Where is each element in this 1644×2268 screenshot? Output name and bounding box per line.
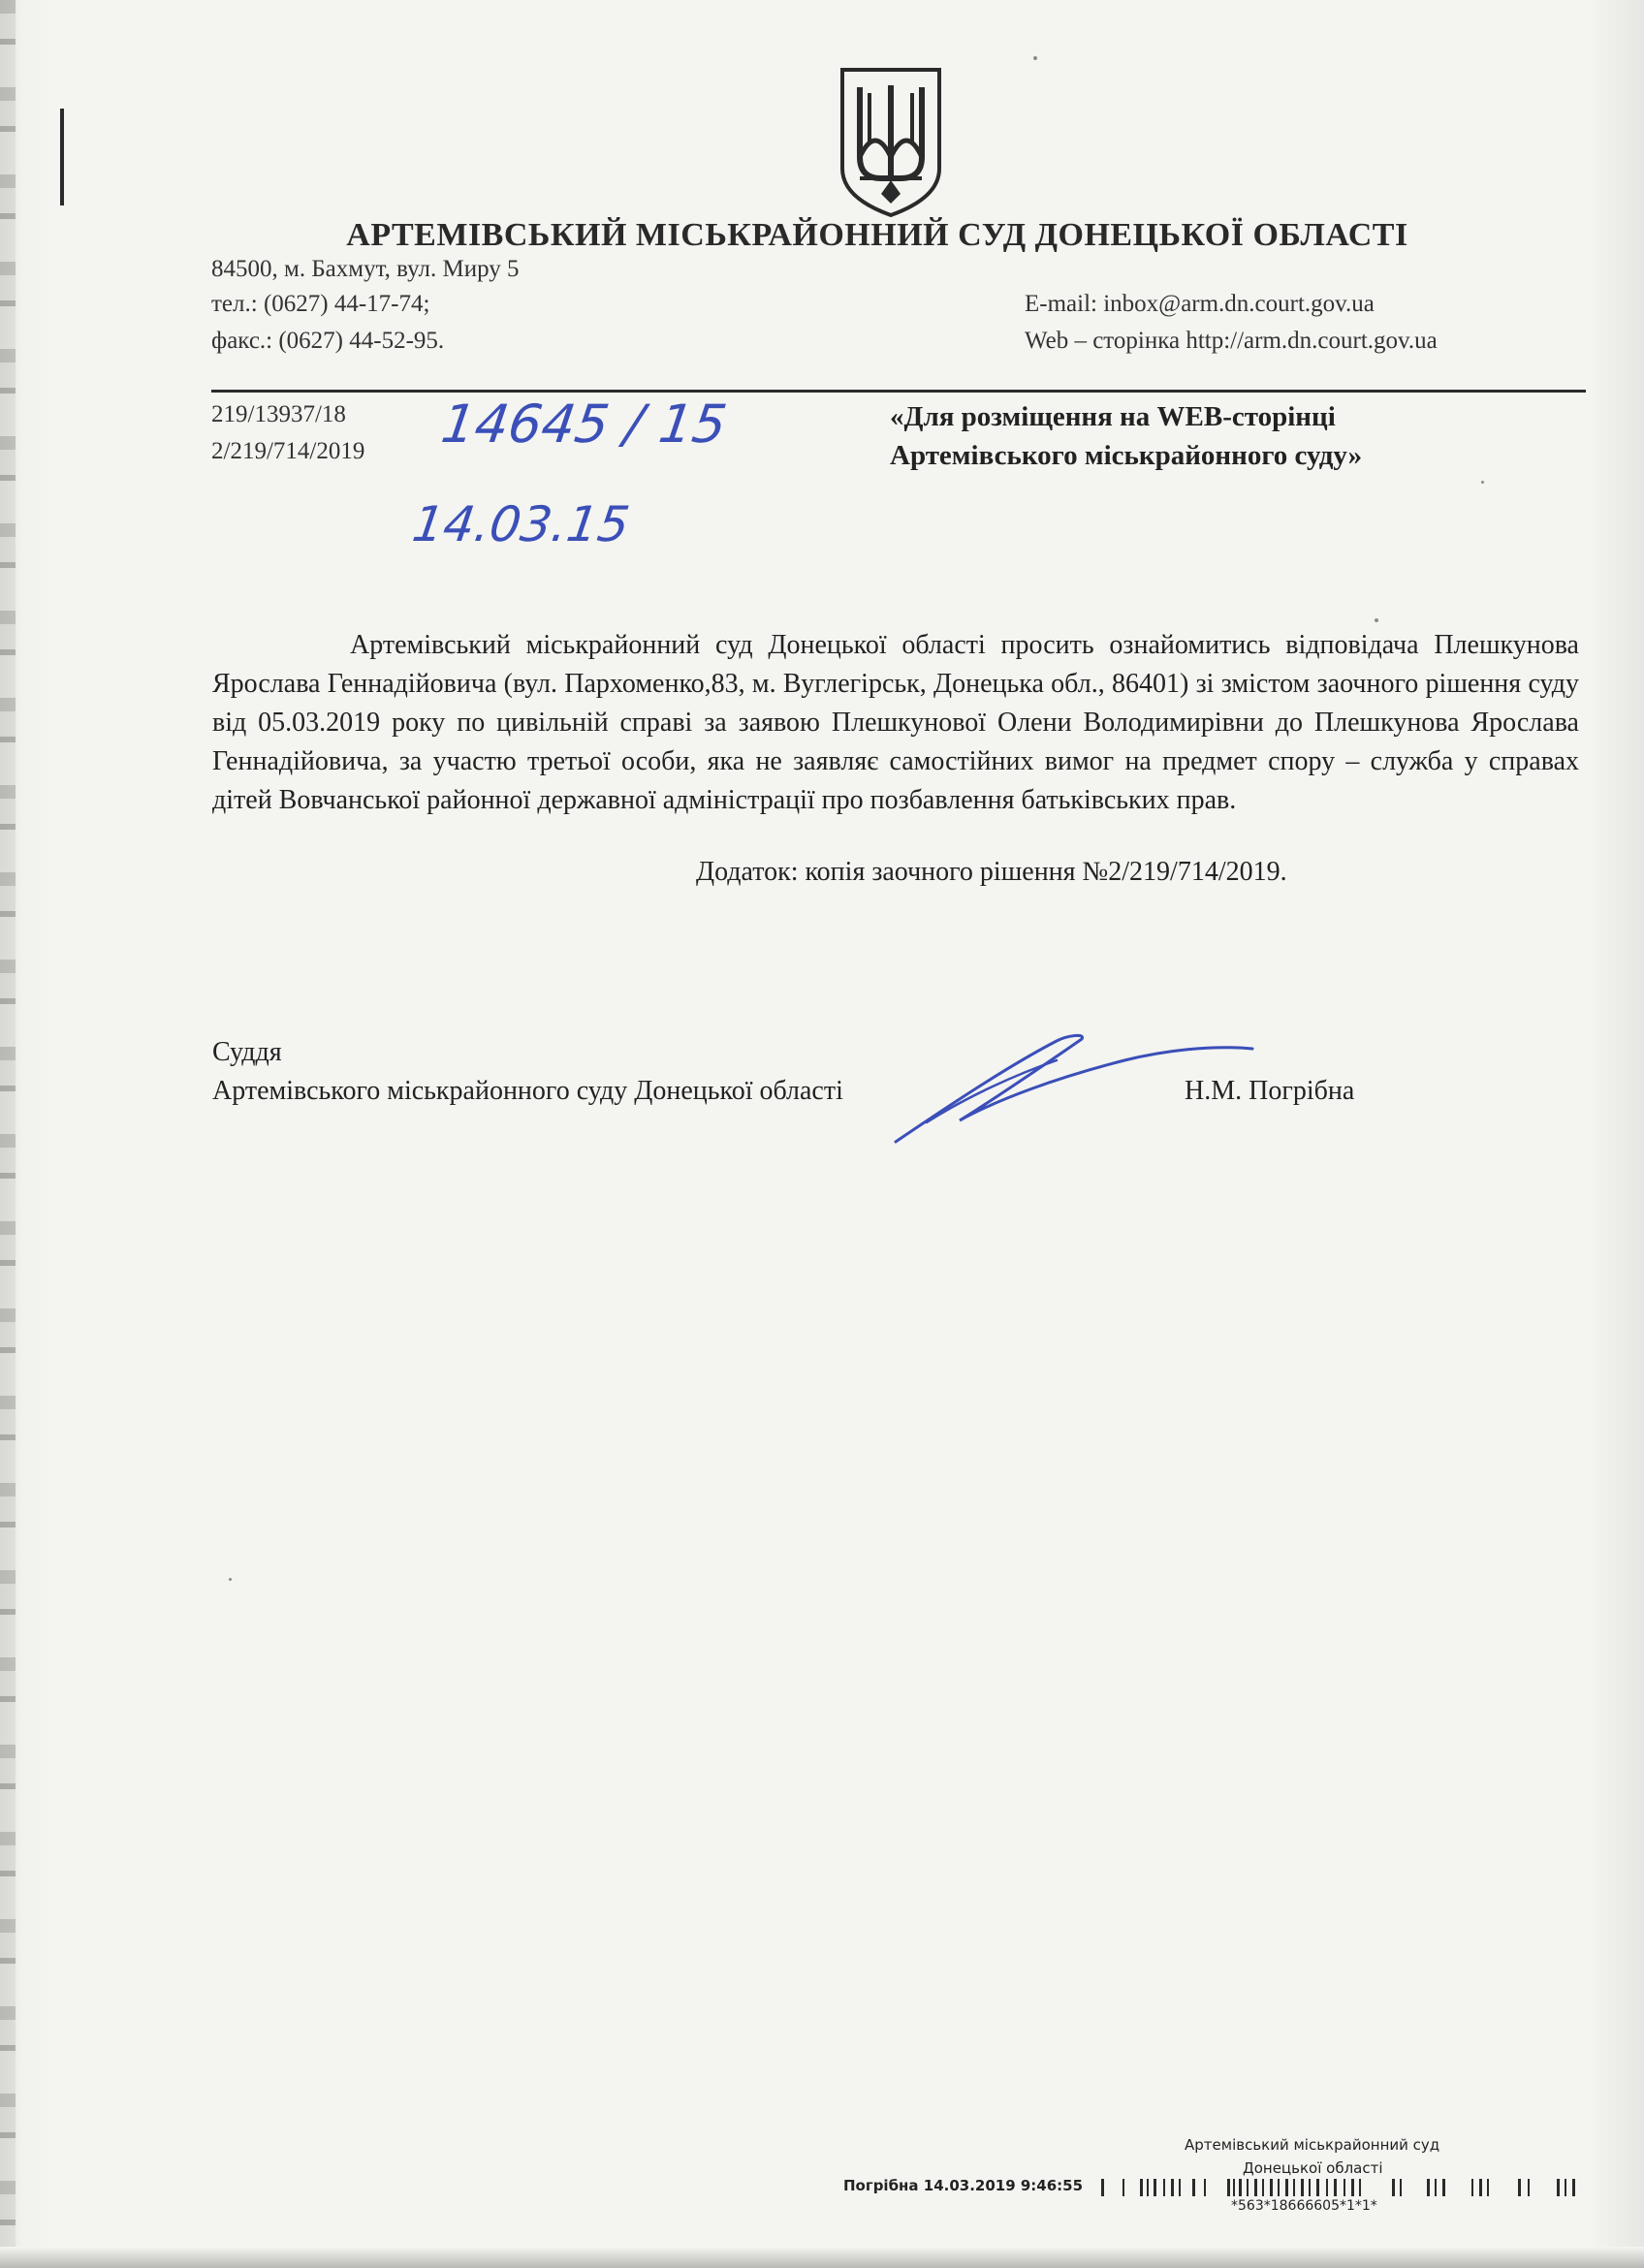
body-paragraph-text: Артемівський міськрайонний суд Донецької області просить ознайомитись відповідача Плешкунова Ярослава Геннадійовича (вул. Пархоменко,83, м. Вуглегірськ, Донецька обл., 86401) зі змістом заочного рішення суду від 05.03.2019 року по цивільній справі за заявою Плешкунової Олени Володимирівни до Плешкунова Ярослава Геннадійовича, за участю третьої особи, яка не заявляє самостійних вимог на предмет спору – служба у справах дітей Вовчанської районної державної адміністрації про позбавлення батьківських прав.	[212, 630, 1579, 815]
header-divider	[211, 390, 1586, 393]
judge-name: Н.М. Погрібна	[1185, 1076, 1355, 1106]
handwritten-number: 14645 / 15	[437, 394, 731, 455]
scan-speck	[1033, 56, 1037, 60]
web-note-line-1: «Для розміщення на WEB-сторінці	[890, 401, 1336, 432]
web-publication-note	[890, 397, 1362, 475]
scan-speck	[229, 1578, 232, 1581]
web-note-line-2: Артемівського міськрайонного суду»	[890, 440, 1363, 471]
court-phone: тел.: (0627) 44-17-74;	[211, 291, 430, 317]
court-email: E-mail: inbox@arm.dn.court.gov.ua	[1025, 291, 1375, 317]
scan-speck	[1375, 618, 1378, 622]
judge-court: Артемівського міськрайонного суду Донецької області	[212, 1076, 843, 1106]
handwritten-date: 14.03.15	[408, 496, 633, 552]
scan-speck	[1481, 481, 1484, 484]
proceeding-number: 2/219/714/2019	[211, 438, 365, 464]
judge-role: Суддя	[212, 1037, 282, 1067]
scan-left-edge	[0, 0, 16, 2268]
court-fax: факс.: (0627) 44-52-95.	[211, 328, 445, 354]
stamp-judge-datetime: Погрібна 14.03.2019 9:46:55	[843, 2177, 1084, 2194]
barcode-icon	[1101, 2177, 1586, 2198]
body-paragraph	[212, 626, 1579, 820]
registration-stamp	[843, 2136, 1590, 2245]
court-web: Web – сторінка http://arm.dn.court.gov.ua	[1025, 328, 1438, 354]
handwritten-signature	[892, 1027, 1260, 1153]
stamp-barcode-code: *563*18666605*1*1*	[1231, 2198, 1377, 2214]
court-title: АРТЕМІВСЬКИЙ МІСЬКРАЙОННИЙ СУД ДОНЕЦЬКОЇ ОБЛАСТІ	[346, 217, 1408, 253]
case-number: 219/13937/18	[211, 401, 346, 427]
court-address: 84500, м. Бахмут, вул. Миру 5	[211, 256, 520, 282]
stamp-court-line-2: Донецької області	[1243, 2159, 1383, 2177]
scan-bottom-edge	[0, 2247, 1644, 2268]
scan-mark	[60, 109, 64, 205]
coat-of-arms-icon	[837, 64, 945, 219]
appendix-line: Додаток: копія заочного рішення №2/219/714/2019.	[696, 857, 1287, 887]
stamp-court-line-1: Артемівський міськрайонний суд	[1185, 2136, 1440, 2154]
